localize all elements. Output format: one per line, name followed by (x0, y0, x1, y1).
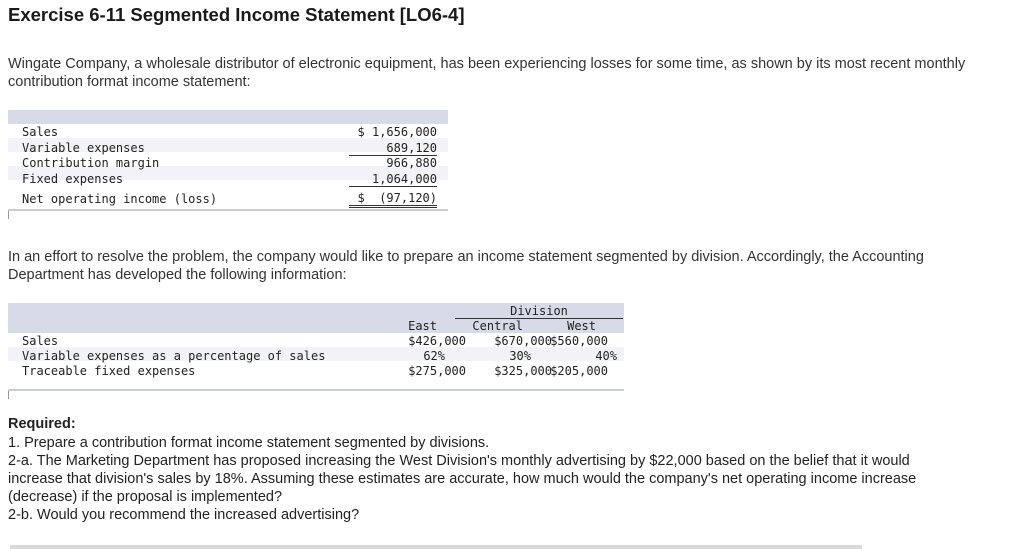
row-label-contribution-margin: Contribution margin (22, 156, 160, 170)
column-header-east: East (408, 319, 437, 333)
row-label-sales: Sales (22, 125, 59, 139)
west-sales: $560,000 (550, 334, 608, 348)
double-rule-top (349, 205, 437, 206)
row-label-net-operating-income: Net operating income (loss) (22, 192, 218, 206)
value-fixed-expenses: 1,064,000 (371, 172, 437, 186)
subtotal-rule (349, 186, 437, 187)
east-variable-pct: 62% (423, 349, 445, 363)
value-sales: $ 1,656,000 (357, 125, 437, 139)
central-traceable-fixed: $325,000 (494, 364, 552, 378)
value-net-operating-income: $ (97,120) (357, 191, 437, 205)
division-paragraph: In an effort to resolve the problem, the company would like to prepare an income statement segmented by division. Accordingly, the Accounting Department has developed the following information: (8, 249, 924, 283)
row-label-variable-expenses: Variable expenses (22, 141, 145, 155)
value-variable-expenses: 689,120 (386, 141, 437, 155)
row-label-variable-expense-pct: Variable expenses as a percentage of sales (22, 349, 326, 363)
table-header-bar (8, 110, 448, 124)
required-item-1: 1. Prepare a contribution format income statement segmented by divisions. (8, 435, 490, 451)
double-rule-bottom (349, 207, 437, 208)
bottom-divider (10, 545, 862, 549)
row-label-sales: Sales (22, 334, 59, 348)
column-header-central: Central (472, 319, 523, 333)
east-traceable-fixed: $275,000 (408, 364, 466, 378)
central-variable-pct: 30% (509, 349, 531, 363)
row-label-fixed-expenses: Fixed expenses (22, 172, 124, 186)
east-sales: $426,000 (408, 334, 466, 348)
column-header-west: West (567, 319, 596, 333)
required-item-2b: 2-b. Would you recommend the increased advertising? (8, 507, 360, 523)
income-statement-table (8, 110, 448, 211)
division-group-header: Division (510, 304, 568, 318)
row-label-traceable-fixed: Traceable fixed expenses (22, 364, 196, 378)
intro-paragraph: Wingate Company, a wholesale distributor of electronic equipment, has been experiencing losses for some time, as shown by its most recent monthly contribution format income statement: (8, 56, 966, 90)
exercise-title: Exercise 6-11 Segmented Income Statement [LO6-4] (8, 4, 465, 25)
central-sales: $670,000 (494, 334, 552, 348)
required-item-2a: 2-a. The Marketing Department has proposed increasing the West Division's monthly advertising by $22,000 based on the belief that it would increase that division's sales by 18%. Assuming these estimates are accurate, how much would the company's net operating income increase (decrease) if the proposal is implemented? (8, 453, 917, 505)
west-traceable-fixed: $205,000 (550, 364, 608, 378)
division-data-table (8, 303, 624, 393)
west-variable-pct: 40% (595, 349, 617, 363)
required-heading: Required: (8, 416, 76, 432)
value-contribution-margin: 966,880 (386, 156, 437, 170)
